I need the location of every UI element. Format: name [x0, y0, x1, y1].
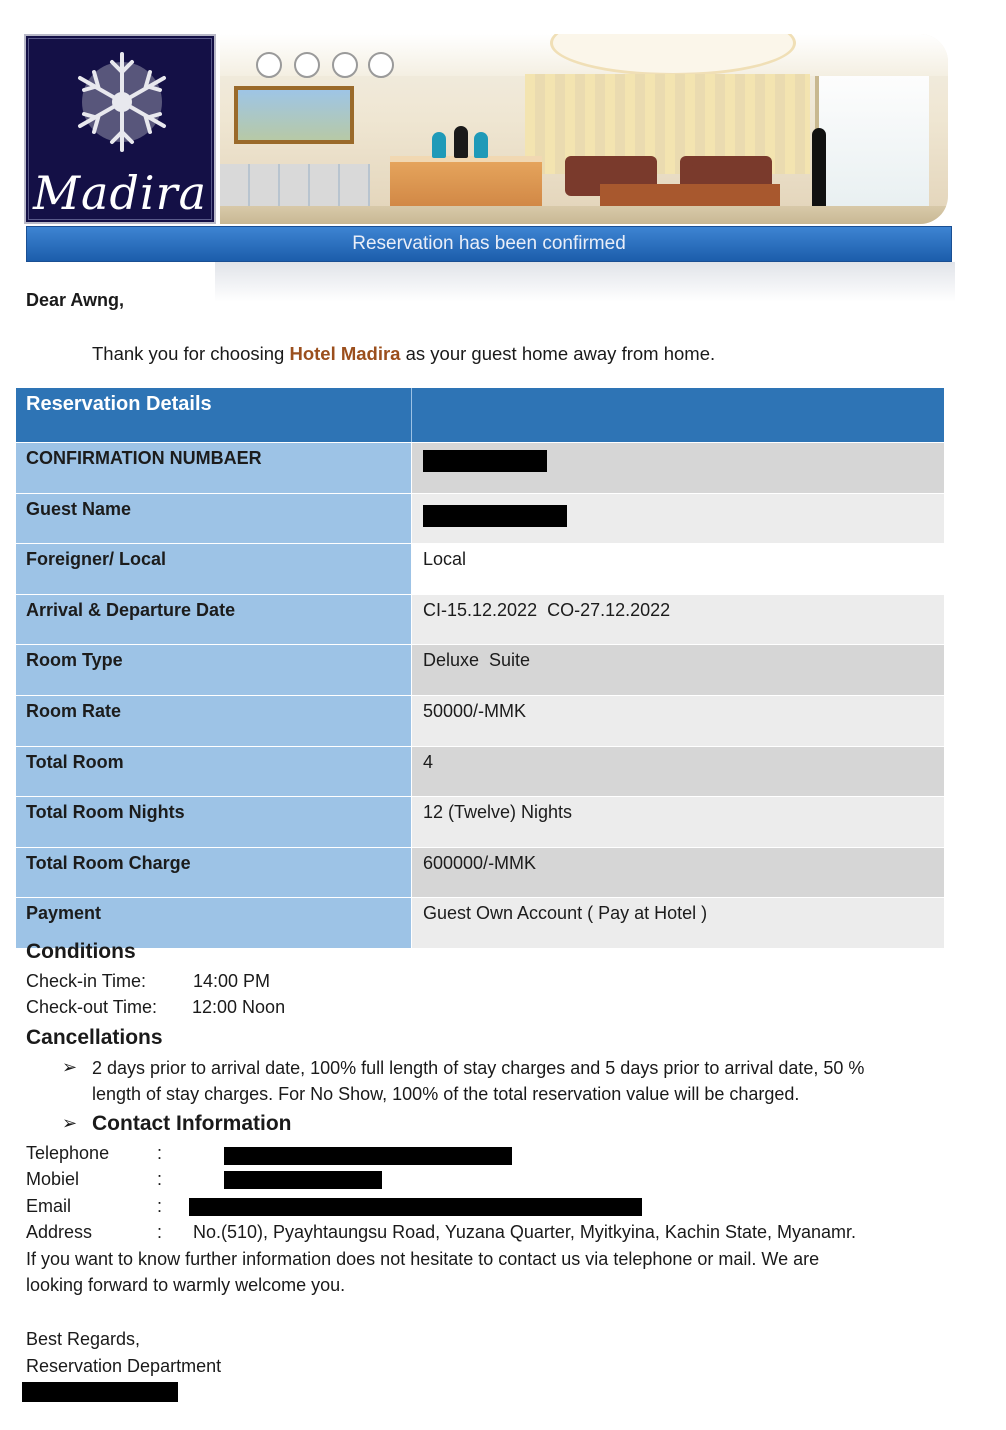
mobile-label: Mobiel — [26, 1169, 80, 1189]
row-label: Room Rate — [16, 696, 412, 746]
logo-wordmark: Madira — [32, 166, 208, 220]
row-label: Total Room Charge — [16, 848, 412, 898]
row-label: Foreigner/ Local — [16, 544, 412, 594]
redacted-guest-name — [423, 505, 567, 527]
table-row — [16, 544, 944, 595]
snowflake-icon — [62, 42, 182, 162]
checkin-value: 14:00 PM — [193, 971, 271, 991]
row-label: Payment — [16, 898, 412, 948]
row-value: 4 — [412, 747, 944, 797]
row-value: 600000/-MMK — [412, 848, 944, 898]
address-label: Address — [26, 1222, 93, 1242]
redacted-confirmation-number — [423, 450, 547, 472]
address-value: No.(510), Pyayhtaungsu Road, Yuzana Quarter, Myitkyina, Kachin State, Myanamr. — [193, 1222, 857, 1242]
row-value — [412, 494, 944, 544]
row-value: Guest Own Account ( Pay at Hotel ) — [412, 898, 944, 948]
checkin-label: Check-in Time: — [26, 971, 147, 991]
table-title: Reservation Details — [16, 388, 412, 442]
row-value: CI-15.12.2022 CO-27.12.2022 — [412, 595, 944, 645]
row-value — [412, 443, 944, 493]
telephone-label: Telephone — [26, 1143, 110, 1163]
best-regards: Best Regards, — [26, 1329, 141, 1349]
signature-department: Reservation Department — [26, 1356, 222, 1376]
closing-line-1: If you want to know further information does not hesitate to contact us via telephone or mail. We are — [26, 1249, 820, 1269]
row-value: 50000/-MMK — [412, 696, 944, 746]
row-label: CONFIRMATION NUMBAER — [16, 443, 412, 493]
redacted-mobile — [224, 1171, 382, 1189]
table-row — [16, 443, 944, 494]
row-value: Local — [412, 544, 944, 594]
intro-text: Thank you for choosing Hotel Madira as your guest home away from home. — [92, 343, 716, 364]
hotel-name: Hotel Madira — [289, 343, 401, 364]
row-label: Total Room Nights — [16, 797, 412, 847]
table-row — [16, 898, 944, 949]
lobby-photo — [220, 34, 948, 224]
row-label: Guest Name — [16, 494, 412, 544]
closing-line-2: looking forward to warmly welcome you. — [26, 1275, 346, 1295]
colon: : — [157, 1222, 163, 1242]
cancellations-heading: Cancellations — [26, 1026, 163, 1049]
checkout-label: Check-out Time: — [26, 997, 158, 1017]
row-label: Total Room — [16, 747, 412, 797]
contact-heading: Contact Information — [92, 1112, 292, 1135]
table-row — [16, 696, 944, 747]
colon: : — [157, 1169, 163, 1189]
table-row — [16, 595, 944, 646]
row-label: Room Type — [16, 645, 412, 695]
confirmation-banner: Reservation has been confirmed — [26, 226, 952, 262]
table-row — [16, 797, 944, 848]
redacted-telephone — [224, 1147, 512, 1165]
bullet-arrow-icon: ➢ — [62, 1057, 78, 1077]
redacted-email — [189, 1198, 642, 1216]
row-value: Deluxe Suite — [412, 645, 944, 695]
table-row — [16, 645, 944, 696]
cancellation-policy-line-1: 2 days prior to arrival date, 100% full length of stay charges and 5 days prior to arrival date, 50 % — [92, 1058, 865, 1078]
cancellation-policy-line-2: length of stay charges. For No Show, 100% of the total reservation value will be charged. — [92, 1084, 800, 1104]
conditions-heading: Conditions — [26, 940, 136, 963]
table-row — [16, 494, 944, 545]
colon: : — [157, 1143, 163, 1163]
table-header — [16, 388, 944, 443]
hotel-logo — [24, 34, 216, 224]
reservation-table — [16, 388, 944, 949]
table-row — [16, 848, 944, 899]
redacted-signature — [22, 1382, 178, 1402]
greeting: Dear Awng, — [26, 290, 125, 310]
email-label: Email — [26, 1196, 72, 1216]
colon: : — [157, 1196, 163, 1216]
table-row — [16, 747, 944, 798]
row-label: Arrival & Departure Date — [16, 595, 412, 645]
checkout-value: 12:00 Noon — [192, 997, 286, 1017]
row-value: 12 (Twelve) Nights — [412, 797, 944, 847]
bullet-arrow-icon: ➢ — [62, 1113, 78, 1133]
